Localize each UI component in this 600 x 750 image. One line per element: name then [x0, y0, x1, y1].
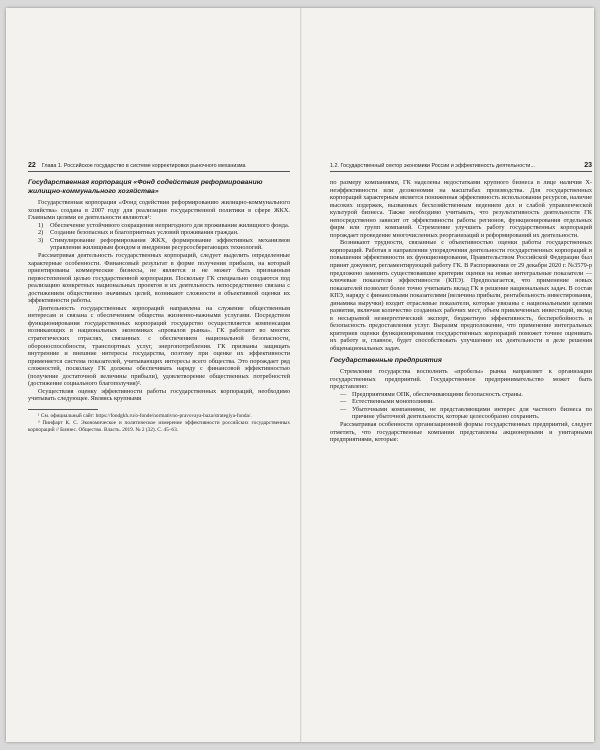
left-page	[28, 162, 290, 434]
enterprises-intro-paragraph: Стремление государства восполнить «пробелы» рынка направляет к организации государственных предприятий. Государственное предпринимательство может быть представлено:	[330, 368, 592, 391]
right-running-head: 1.2. Государственный сектор экономики России и эффективность деятельности...	[330, 163, 535, 169]
left-intro-paragraph: Государственная корпорация «Фонд содействия реформированию жилищно-коммунального хозяйства» создана в 2007 году для реализации государственной политики в сфере ЖКХ. Главными целями ее деятельности являются¹:	[28, 199, 290, 222]
goal-marker: 2)	[38, 229, 44, 237]
goal-marker: 3)	[38, 236, 44, 244]
closing-paragraph: Рассматривая особенности организационной формы государственных предприятий, следует отметить, что государственные компании представлены акционерными и унитарными предприятиями, которые:	[330, 421, 592, 444]
left-body-paragraph: Деятельность государственных корпораций направлена на служение общественным интересам и связана с обеспечением общества жизненно-важными услугами. Посредством функционирования государственных корпораций государство осуществляется компенсация возникающих в национальных экономиках «провалов рынка». ГК работают во многих стратегических отраслях, связанных с обеспечением национальной безопасности, обороноспособности, транспортных услуг, энергопотребления. ГК призваны защищать внутренние и внешние интересы государства, поэтому при оценке их эффективности применяется система показателей, учитывающих интересы всего общества. Это порождает ряд сложностей, поскольку ГК должны обеспечивать наряду с финансовой эффективностью (получение достаточной величины прибыли), удовлетворение общественных потребностей (достижение социального благополучия)².	[28, 304, 290, 388]
footnote: ² Пинфарт К. С. Экономическое и политическое измерение эффективности российских государственных корпораций // Бизнес. Общество. Власть. 2019. № 2 (32). С. 45–63.	[28, 420, 290, 433]
goal-item	[28, 229, 290, 237]
book-spine	[300, 8, 302, 742]
goal-text: Стимулирование реформирования ЖКХ, формирование эффективных механизмов управления жилищным фондом и внедрения ресурсосберегающих технологий.	[50, 236, 290, 252]
right-page	[330, 162, 592, 444]
footnote: ¹ См. официальный сайт: https://fondgkh.ru/o-fonde/normativno-pravovaya-baza/strategiya-fonda/.	[38, 412, 252, 419]
goal-item	[28, 222, 290, 230]
dash-text: Убыточными компаниями, не представляющими интерес для частного бизнеса по причине убыточной деятельности, которые целесообразно сохранить.	[352, 405, 592, 421]
dash-item	[330, 406, 592, 421]
left-running-head: Глава 1. Российское государство в системе корректировки рыночного механизма	[41, 163, 246, 169]
book-spread	[6, 8, 594, 742]
right-page-number: 23	[584, 162, 592, 169]
goal-marker: 1)	[38, 221, 44, 229]
dash-marker: —	[340, 390, 347, 398]
right-section-heading: Государственные предприятия	[330, 356, 442, 364]
goal-item	[28, 237, 290, 252]
left-running-header	[28, 162, 290, 172]
right-running-header	[330, 162, 592, 172]
dash-item	[330, 391, 592, 399]
dash-marker: —	[340, 405, 347, 413]
goals-list	[28, 222, 290, 252]
enterprise-types-list	[330, 391, 592, 421]
dash-text: Предприятиями ОПК, обеспечивающими безопасность страны.	[352, 390, 523, 398]
dash-item	[330, 398, 592, 406]
footnote-separator	[28, 409, 98, 410]
goal-text: Создание безопасных и благоприятных условий проживания граждан.	[50, 229, 239, 237]
right-body-paragraph: по размеру компаниями, ГК наделены недостатками крупного бизнеса в лице наличия Х-неэффективности или дезэкономии на масштабах производства. Для государственных корпораций характерным является пониженная эффективность использования ресурсов, наличие высоких издержек, вызванных бесхозяйственным ведением дел и слабой управленческой культурой бизнеса. Также необходимо учитывать, что результативность деятельности ГК непосредственно зависит от эффективности работы регионов, функционирования отдельных фирм или групп компаний. Стремление улучшить работу государственных корпораций порождает проведение многочисленных реорганизаций и реформирований их деятельности.	[330, 179, 592, 239]
right-body-paragraph: Возникают трудности, связанные с объективностью оценки работы государственных корпораций. Работая в направлении упорядочения деятельности государственных корпораций и повышения эффективности их функционирования, Правительством Российской Федерации был принят документ, регламентирующий работу ГК. В Распоряжении от 29 декабря 2020 г. №3579-р предложено заменить существовавшие критерии оценки на новые интегральные показатели — ключевые показатели эффективности (КПЭ). Предполагается, что применение новых показателей позволит более точно учитывать вклад ГК в решение национальных задач. В состав КПЭ, наряду с финансовыми показателями (величина прибыли, рентабельность инвестирования, динамика выручки) входит отраслевые показатели, которые увязаны с национальными целями развития, включая количество созданных рабочих мест, объем привлеченных инвестиций, вклад в несырьевой неэнергетический экспорт, бюджетную эффективность, бесперебойность и безопасность предоставления услуг. Выразим предположение, что применение интегральных критериев оценки функционирования государственных корпораций поможет точнее оценивать их работу и, главное, будет способствовать улучшению их деятельности в деле решения общенациональных задач.	[330, 239, 592, 353]
left-section-heading: Государственная корпорация «Фонд содействия реформированию жилищно-коммунального хозяйства»	[28, 179, 263, 195]
left-body-paragraph: Осуществляя оценку эффективности работы государственных корпораций, необходимо учитывать следующее. Являясь крупными	[28, 387, 290, 403]
goal-text: Обеспечение устойчивого сокращения непригодного для проживания жилищного фонда.	[50, 221, 290, 229]
left-page-number: 22	[28, 162, 36, 169]
dash-text: Естественными монополиями.	[352, 398, 434, 406]
left-body-paragraph: Рассматривая деятельность государственных корпораций, следует выделить определенные характерные особенности. Финансовый результат в форме получения прибыли, на который ориентированы коммерческие бизнесы, не является и не может быть признанным первостепенной целью государственной корпорации. Поскольку ГК специально создаются под реализацию конкретных национальных проектов и их деятельность непосредственно связана с достижением общественно значимых целей, возникают сложности в объективной оценки их эффективности работы.	[28, 252, 290, 305]
dash-marker: —	[340, 398, 347, 406]
